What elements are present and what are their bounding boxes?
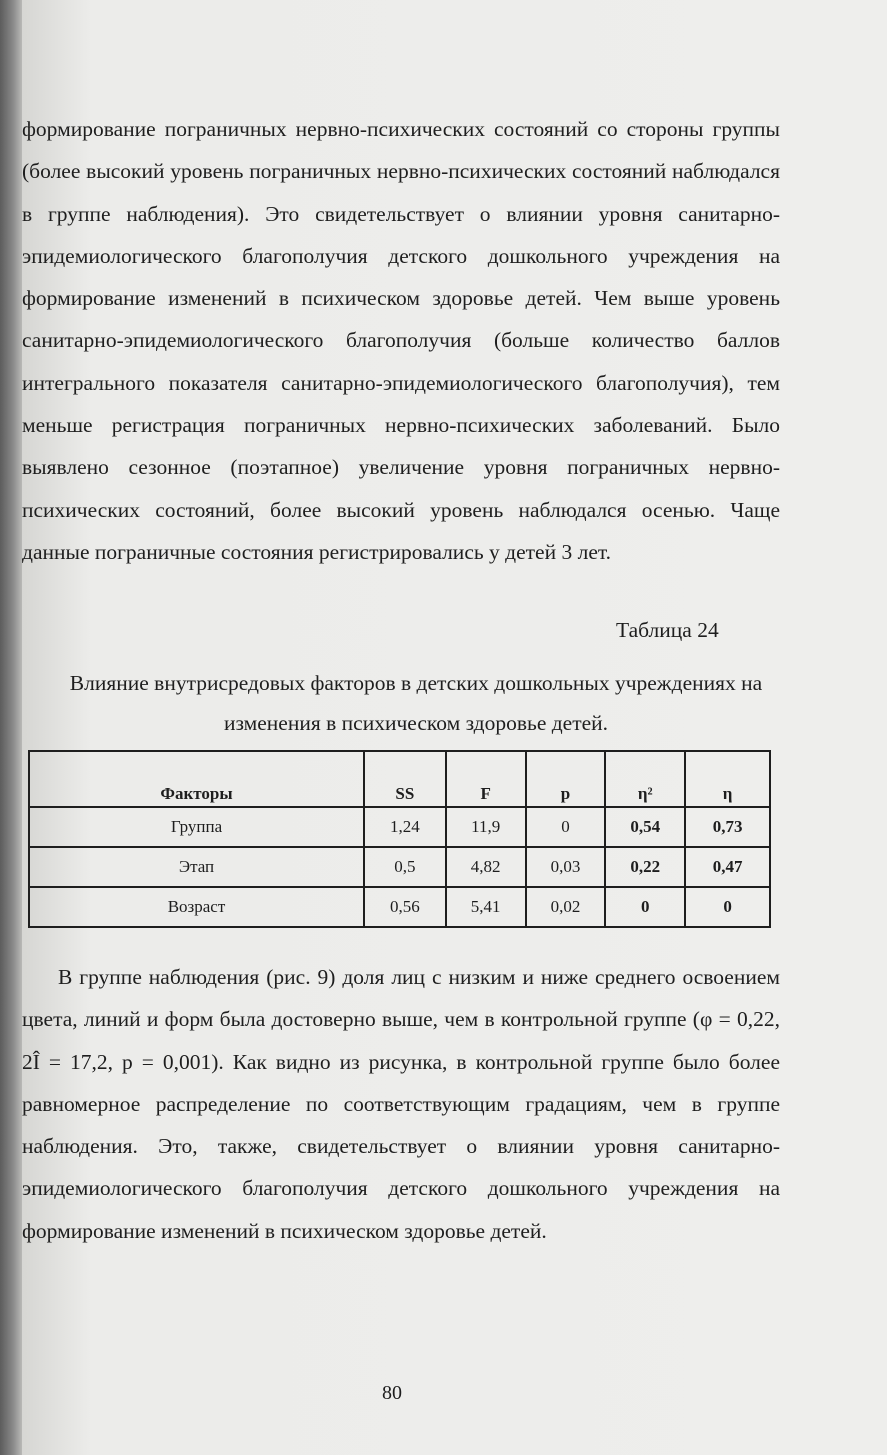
cell-eta: 0 <box>685 887 770 927</box>
cell-f: 4,82 <box>446 847 526 887</box>
cell-p: 0 <box>526 807 606 847</box>
cell-eta: 0,47 <box>685 847 770 887</box>
cell-f: 11,9 <box>446 807 526 847</box>
cell-factor: Группа <box>29 807 364 847</box>
header-p: p <box>526 751 606 807</box>
cell-p: 0,03 <box>526 847 606 887</box>
table-row <box>29 847 770 887</box>
header-eta: η <box>685 751 770 807</box>
header-eta-squared: η² <box>605 751 685 807</box>
paragraph-1: формирование пограничных нервно-психических состояний со стороны группы (более высокий уровень пограничных нервно-психических состояний наблюдался в группе наблюдения). Это свидетельствует о влиянии уровня санитарно-эпидемиологического благополучия детского дошкольного учреждения на формирование изменений в психическом здоровье детей. Чем выше уровень санитарно-эпидемиологического благополучия (больше количество баллов интегрального показателя санитарно-эпидемиологического благополучия), тем меньше регистрация пограничных нервно-психических заболеваний. Было выявлено сезонное (поэтапное) увеличение уровня пограничных нервно-психических состояний, более высокий уровень наблюдался осенью. Чаще данные пограничные состояния регистрировались у детей 3 лет. <box>22 117 780 564</box>
cell-p: 0,02 <box>526 887 606 927</box>
table-row <box>29 807 770 847</box>
cell-eta-squared: 0,54 <box>605 807 685 847</box>
paragraph-2: В группе наблюдения (рис. 9) доля лиц с низким и ниже среднего освоением цвета, линий и форм была достоверно выше, чем в контрольной группе (φ = 0,22, 2Î = 17,2, р = 0,001). Как видно из рисунка, в контрольной группе было более равномерное распределение по соответствующим градациям, чем в группе наблюдения. Это, также, свидетельствует о влиянии уровня санитарно-эпидемиологического благополучия детского дошкольного учреждения на формирование изменений в психическом здоровье детей. <box>22 965 780 1243</box>
header-factors: Факторы <box>29 751 364 807</box>
table-header-row <box>29 751 770 807</box>
table-row <box>29 887 770 927</box>
table-label: Таблица 24 <box>616 618 719 642</box>
cell-eta-squared: 0,22 <box>605 847 685 887</box>
cell-eta-squared: 0 <box>605 887 685 927</box>
factors-table <box>28 750 771 928</box>
cell-ss: 0,5 <box>364 847 446 887</box>
cell-factor: Этап <box>29 847 364 887</box>
header-f: F <box>446 751 526 807</box>
cell-eta: 0,73 <box>685 807 770 847</box>
cell-f: 5,41 <box>446 887 526 927</box>
cell-ss: 0,56 <box>364 887 446 927</box>
cell-factor: Возраст <box>29 887 364 927</box>
document-page <box>22 0 887 1455</box>
cell-ss: 1,24 <box>364 807 446 847</box>
header-ss: SS <box>364 751 446 807</box>
book-binding-edge <box>0 0 22 1455</box>
table-title: Влияние внутрисредовых факторов в детских дошкольных учреждениях на изменения в психическом здоровье детей. <box>69 671 763 735</box>
page-number: 80 <box>382 1382 402 1404</box>
